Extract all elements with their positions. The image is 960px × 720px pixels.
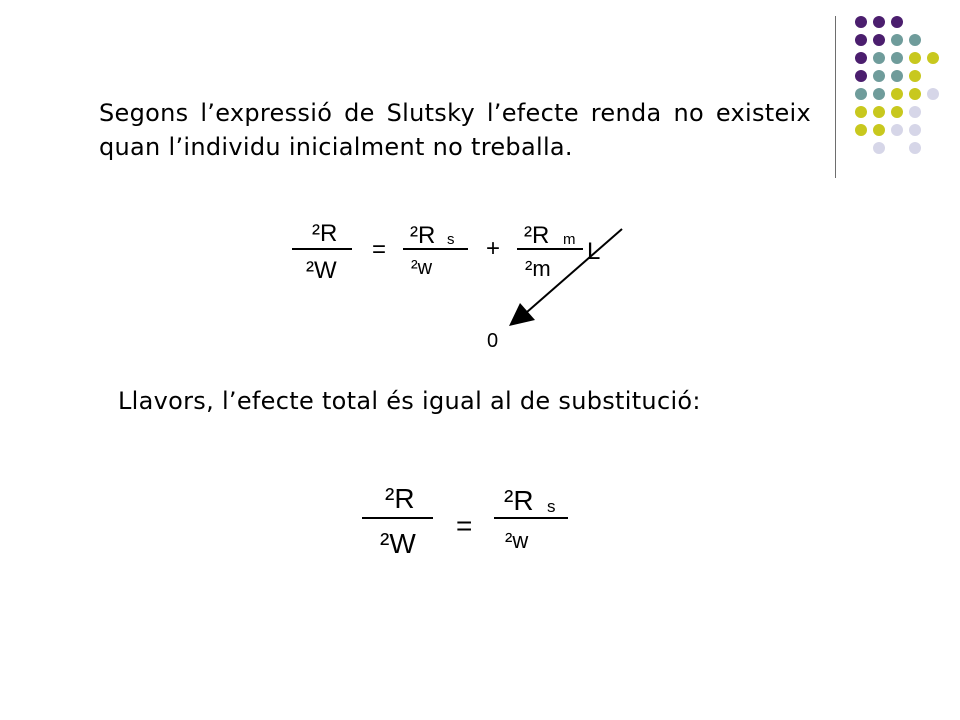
eq2-rhs-subscript: s: [547, 497, 556, 516]
eq1-term2-subscript: m: [563, 231, 576, 248]
eq2-rhs-numerator: ²R: [504, 485, 534, 516]
eq1-labor-factor: L: [587, 238, 601, 265]
eq1-lhs-denominator: ²W: [306, 257, 337, 284]
eq2-equals-sign: =: [456, 510, 473, 541]
eq2-rhs-denominator: ²w: [505, 528, 529, 553]
eq1-equals-sign: =: [372, 236, 387, 263]
eq2-lhs-denominator: ²W: [380, 528, 416, 559]
slutsky-statement: Segons l’expressió de Slutsky l’efecte renda no existeix quan l’individu inicialment no treballa.: [99, 99, 811, 161]
eq2-lhs-numerator: ²R: [385, 483, 415, 514]
eq1-plus-sign: +: [486, 235, 501, 262]
eq1-term1-denominator: ²w: [411, 257, 433, 279]
eq1-term1-numerator: ²R: [410, 222, 436, 249]
eq1-term2-numerator: ²R: [524, 222, 550, 249]
eq1-term2-denominator: ²m: [525, 256, 551, 281]
eq1-term1-subscript: s: [447, 231, 455, 248]
total-effect-statement: Llavors, l’efecte total és igual al de substitució:: [118, 387, 701, 415]
eq1-zero-label: 0: [487, 330, 499, 352]
eq1-lhs-numerator: ²R: [312, 220, 338, 247]
